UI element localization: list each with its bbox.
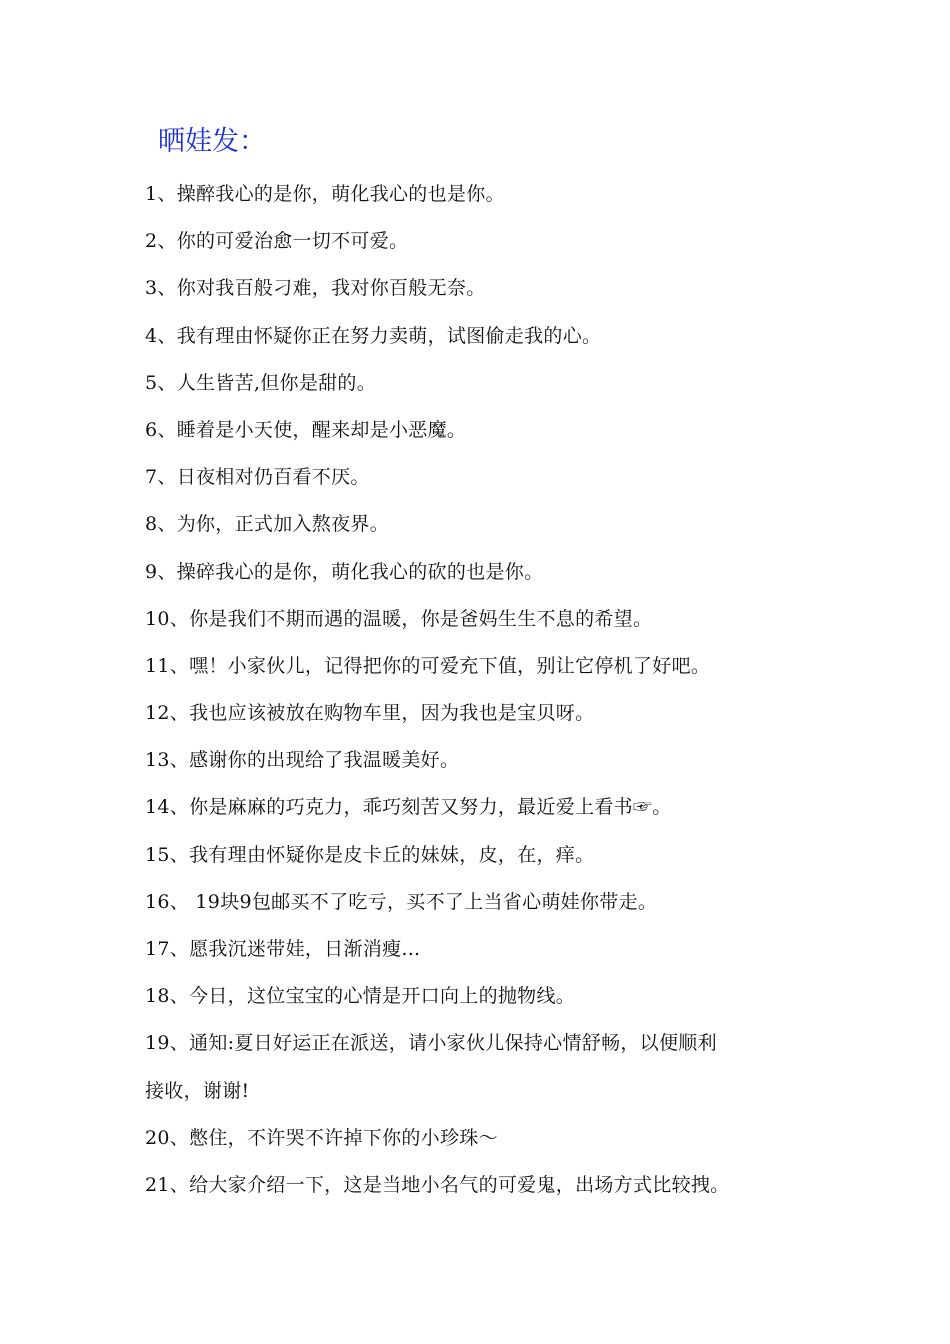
caption-line-17: 17、愿我沉迷带娃，日渐消瘦... — [145, 938, 421, 960]
caption-line-10: 10、你是我们不期而遇的温暖，你是爸妈生生不息的希望。 — [145, 607, 653, 630]
caption-line-20: 20、憋住，不许哭不许掉下你的小珍珠～ — [145, 1126, 498, 1149]
caption-line-9: 9、操碎我心的是你，萌化我心的砍的也是你。 — [145, 560, 544, 583]
caption-line-8: 8、为你，正式加入熬夜界。 — [145, 513, 389, 536]
caption-line-13: 13、感谢你的出现给了我温暖美好。 — [145, 749, 460, 772]
caption-line-19-continued: 接收，谢谢! — [145, 1079, 250, 1102]
caption-line-1: 1、操醉我心的是你，萌化我心的也是你。 — [145, 183, 505, 205]
caption-line-18: 18、今日，这位宝宝的心情是开口向上的抛物线。 — [145, 985, 576, 1008]
caption-list — [145, 171, 825, 1209]
caption-line-4: 4、我有理由怀疑你正在努力卖萌，试图偷走我的心。 — [145, 324, 602, 347]
caption-line-16: 16、 19块9包邮买不了吃亏，买不了上当省心萌娃你带走。 — [145, 890, 658, 913]
document-title: 晒娃发： — [158, 126, 266, 157]
caption-line-14: 14、你是麻麻的巧克力，乖巧刻苦又努力，最近爱上看书☞。 — [145, 796, 672, 819]
caption-line-5: 5、人生皆苦,但你是甜的。 — [145, 371, 377, 394]
caption-line-21: 21、给大家介绍一下，这是当地小名气的可爱鬼，出场方式比较拽。 — [145, 1173, 730, 1196]
caption-line-7: 7、日夜相对仍百看不厌。 — [145, 466, 370, 489]
caption-line-3: 3、你对我百般刁难，我对你百般无奈。 — [145, 277, 486, 300]
caption-line-19: 19、通知:夏日好运正在派送，请小家伙儿保持心情舒畅，以便顺利 — [145, 1032, 717, 1055]
caption-line-2: 2、你的可爱治愈一切不可爱。 — [145, 230, 409, 253]
caption-line-6: 6、睡着是小天使，醒来却是小恶魔。 — [145, 418, 467, 441]
caption-line-15: 15、我有理由怀疑你是皮卡丘的妹妹，皮，在，痒。 — [145, 843, 595, 866]
caption-line-11: 11、嘿！小家伙儿，记得把你的可爱充下值，别让它停机了好吧。 — [145, 654, 711, 677]
caption-line-12: 12、我也应该被放在购物车里，因为我也是宝贝呀。 — [145, 702, 595, 725]
